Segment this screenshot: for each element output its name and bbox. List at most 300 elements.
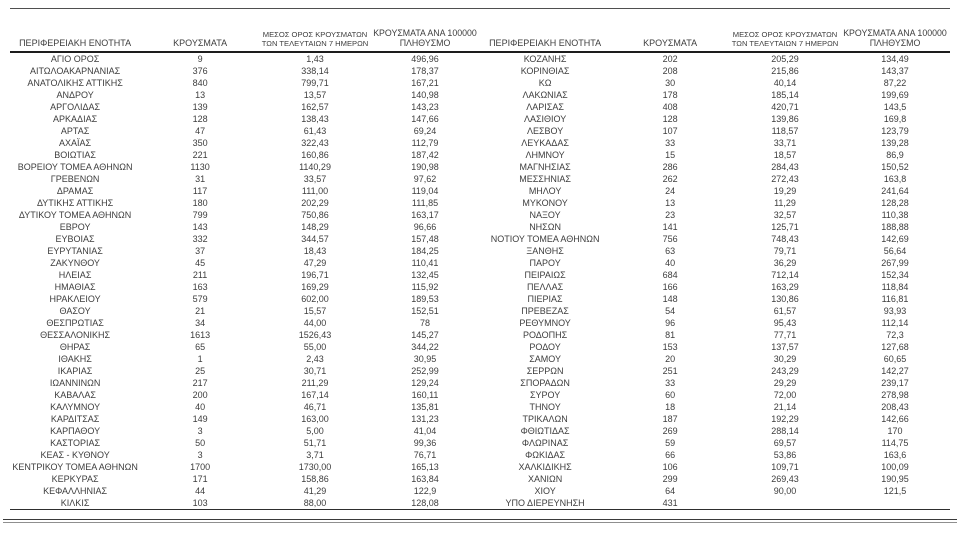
- table-row: [480, 149, 950, 161]
- table-row: [480, 137, 950, 149]
- region-cell: ΞΑΝΘΗΣ: [526, 246, 564, 256]
- avg7-cell: 138,43: [301, 114, 329, 124]
- avg7-cell: 185,14: [771, 90, 799, 100]
- bottom-rule-light: [3, 522, 957, 523]
- cases-cell: 60: [665, 390, 676, 400]
- per100k-cell: 86,9: [886, 150, 904, 160]
- cases-table-right: [480, 20, 950, 510]
- cases-cell: 262: [662, 174, 678, 184]
- avg7-cell: 750,86: [301, 210, 329, 220]
- region-cell: ΙΚΑΡΙΑΣ: [57, 366, 93, 376]
- header-row: [480, 20, 950, 52]
- region-cell: ΔΥΤΙΚΗΣ ΑΤΤΙΚΗΣ: [36, 198, 114, 208]
- header-per100k-line2: ΠΛΗΘΥΣΜΟ: [869, 38, 921, 48]
- avg7-cell: 46,71: [303, 402, 327, 412]
- cases-cell: 40: [665, 258, 676, 268]
- avg7-cell: 18,57: [773, 150, 797, 160]
- table-row: [480, 209, 950, 221]
- cases-cell: 431: [610, 497, 730, 510]
- per100k-cell: 123,79: [881, 126, 909, 136]
- per100k-cell: 41,04: [413, 426, 437, 436]
- table-row: [480, 77, 950, 89]
- region-cell: ΧΑΛΚΙΔΙΚΗΣ: [518, 462, 572, 472]
- cases-cell: 45: [195, 258, 206, 268]
- header-avg7-line2: ΤΩΝ ΤΕΛΕΥΤΑΙΩΝ 7 ΗΜΕΡΩΝ: [731, 39, 839, 48]
- per100k-cell: 267,99: [881, 258, 909, 268]
- per100k-cell: 145,27: [411, 330, 439, 340]
- per100k-cell: 239,17: [881, 378, 909, 388]
- region-cell: ΘΗΡΑΣ: [59, 342, 91, 352]
- table-row: [480, 293, 950, 305]
- cases-cell: 1: [197, 354, 203, 364]
- cases-cell: 579: [192, 294, 208, 304]
- table-row: [480, 65, 950, 77]
- avg7-cell: 205,29: [771, 54, 799, 64]
- cases-cell: 408: [662, 102, 678, 112]
- avg7-cell: 109,71: [771, 462, 799, 472]
- region-cell: ΘΕΣΣΑΛΟΝΙΚΗΣ: [40, 330, 111, 340]
- avg7-cell: 51,71: [303, 438, 327, 448]
- table-row: [480, 245, 950, 257]
- per100k-cell: 96,66: [413, 222, 437, 232]
- per100k-cell: 76,71: [413, 450, 437, 460]
- cases-cell: 3: [197, 426, 203, 436]
- region-cell: ΚΟΡΙΝΘΙΑΣ: [520, 66, 570, 76]
- region-cell: ΝΑΞΟΥ: [529, 210, 561, 220]
- table-row: [10, 221, 480, 233]
- per100k-cell: 160,11: [411, 390, 439, 400]
- cases-cell: 15: [665, 150, 676, 160]
- table-row: [480, 461, 950, 473]
- table-row: [10, 173, 480, 185]
- avg7-cell: 799,71: [301, 78, 329, 88]
- per100k-cell: 100,09: [881, 462, 909, 472]
- avg7-cell: 284,43: [771, 162, 799, 172]
- region-cell: ΙΩΑΝΝΙΝΩΝ: [49, 378, 101, 388]
- avg7-cell: 139,86: [771, 114, 799, 124]
- table-row: [10, 161, 480, 173]
- region-cell: ΑΓΙΟ ΟΡΟΣ: [50, 54, 100, 64]
- per100k-cell: 142,66: [881, 414, 909, 424]
- region-cell: ΚΩ: [538, 78, 552, 88]
- header-per100k-line1: ΚΡΟΥΣΜΑΤΑ ΑΝΑ 100000: [843, 28, 947, 38]
- cases-cell: 66: [665, 450, 676, 460]
- cases-cell: 33: [665, 378, 676, 388]
- avg7-cell: 69,57: [773, 438, 797, 448]
- region-cell: ΑΝΔΡΟΥ: [56, 90, 94, 100]
- avg7-cell: 33,57: [303, 174, 327, 184]
- region-cell: ΕΥΒΟΙΑΣ: [55, 234, 95, 244]
- table-row: [480, 257, 950, 269]
- region-cell: ΙΘΑΚΗΣ: [58, 354, 92, 364]
- table-row: [480, 413, 950, 425]
- region-cell: ΦΘΙΩΤΙΔΑΣ: [520, 426, 570, 436]
- avg7-cell: 211,29: [301, 378, 329, 388]
- table-row: [10, 77, 480, 89]
- cases-cell: 376: [192, 66, 208, 76]
- header-per100k: [840, 20, 950, 52]
- cases-cell: 64: [665, 486, 676, 496]
- region-cell: ΣΑΜΟΥ: [529, 354, 561, 364]
- per100k-cell: 135,81: [411, 402, 439, 412]
- cases-cell: 171: [192, 474, 208, 484]
- per100k-cell: 188,88: [881, 222, 909, 232]
- table-row: [480, 101, 950, 113]
- bottom-rule-dark: [3, 519, 957, 520]
- table-row: [10, 329, 480, 341]
- table-row: [480, 185, 950, 197]
- region-cell: ΧΙΟΥ: [534, 486, 556, 496]
- table-row: [10, 52, 480, 65]
- avg7-cell: 41,29: [303, 486, 327, 496]
- cases-cell: 350: [192, 138, 208, 148]
- table-row: [480, 221, 950, 233]
- per100k-cell: 165,13: [411, 462, 439, 472]
- avg7-cell: 55,00: [303, 342, 327, 352]
- per100k-cell: 128,08: [370, 497, 480, 510]
- table-row: [10, 485, 480, 497]
- avg7-cell: 202,29: [301, 198, 329, 208]
- avg7-cell: 77,71: [773, 330, 797, 340]
- per100k-cell: 127,68: [881, 342, 909, 352]
- table-row: [10, 305, 480, 317]
- avg7-cell: 162,57: [301, 102, 329, 112]
- region-cell: ΒΟΡΕΙΟΥ ΤΟΜΕΑ ΑΘΗΝΩΝ: [17, 162, 133, 172]
- per100k-cell: 163,17: [411, 210, 439, 220]
- header-region-label: ΠΕΡΙΦΕΡΕΙΑΚΗ ΕΝΟΤΗΤΑ: [19, 38, 132, 48]
- region-cell: ΠΕΛΛΑΣ: [527, 282, 564, 292]
- per100k-cell: 78: [419, 318, 430, 328]
- table-row: [480, 389, 950, 401]
- cases-cell: 59: [665, 438, 676, 448]
- region-cell: ΜΥΚΟΝΟΥ: [522, 198, 568, 208]
- per100k-cell: 139,28: [881, 138, 909, 148]
- cases-cell: 221: [192, 150, 208, 160]
- avg7-cell: 15,57: [303, 306, 327, 316]
- cases-cell: 799: [192, 210, 208, 220]
- per100k-cell: 152,34: [881, 270, 909, 280]
- region-cell: ΚΑΡΔΙΤΣΑΣ: [50, 414, 100, 424]
- avg7-cell: 61,43: [303, 126, 327, 136]
- cases-cell: 1130: [190, 162, 210, 172]
- cases-cell: 217: [192, 378, 208, 388]
- per100k-cell: 143,23: [411, 102, 439, 112]
- cases-cell: 21: [195, 306, 206, 316]
- per100k-cell: 112,79: [411, 138, 439, 148]
- cases-cell: 208: [662, 66, 678, 76]
- region-cell: ΧΑΝΙΩΝ: [527, 474, 563, 484]
- per100k-cell: 56,64: [883, 246, 907, 256]
- table-row: [10, 257, 480, 269]
- avg7-cell: 1526,43: [298, 330, 332, 340]
- cases-cell: 153: [662, 342, 678, 352]
- region-cell: ΠΡΕΒΕΖΑΣ: [521, 306, 569, 316]
- region-cell: ΗΛΕΙΑΣ: [58, 270, 92, 280]
- region-cell: ΚΑΡΠΑΘΟΥ: [50, 426, 101, 436]
- per100k-cell: 134,49: [881, 54, 909, 64]
- cases-cell: 149: [192, 414, 208, 424]
- per100k-cell: 150,52: [881, 162, 909, 172]
- avg7-cell: 5,00: [306, 426, 324, 436]
- region-cell: ΒΟΙΩΤΙΑΣ: [54, 150, 96, 160]
- region-cell: ΛΕΥΚΑΔΑΣ: [521, 138, 569, 148]
- per100k-cell: 187,42: [411, 150, 439, 160]
- avg7-cell: 18,43: [303, 246, 327, 256]
- table-row: [10, 185, 480, 197]
- table-row: [10, 401, 480, 413]
- per100k-cell: 99,36: [413, 438, 437, 448]
- region-cell: ΑΙΤΩΛΟΑΚΑΡΝΑΝΙΑΣ: [29, 66, 121, 76]
- avg7-cell: 602,00: [301, 294, 329, 304]
- avg7-cell: 118,57: [771, 126, 799, 136]
- avg7-cell: 30,71: [303, 366, 327, 376]
- region-cell: ΝΗΣΩΝ: [529, 222, 561, 232]
- avg7-cell: 13,57: [303, 90, 327, 100]
- table-row: [480, 269, 950, 281]
- avg7-cell: 125,71: [771, 222, 799, 232]
- header-avg7-line2: ΤΩΝ ΤΕΛΕΥΤΑΙΩΝ 7 ΗΜΕΡΩΝ: [261, 39, 369, 48]
- cases-cell: 1613: [190, 330, 211, 340]
- region-cell: ΕΒΡΟΥ: [59, 222, 91, 232]
- table-row: [480, 365, 950, 377]
- region-cell: ΖΑΚΥΝΘΟΥ: [50, 258, 100, 268]
- per100k-cell: 112,14: [881, 318, 909, 328]
- table-row: [10, 377, 480, 389]
- per100k-cell: 152,51: [411, 306, 439, 316]
- per100k-cell: 142,27: [881, 366, 909, 376]
- per100k-cell: 115,92: [411, 282, 439, 292]
- table-row: [10, 293, 480, 305]
- cases-cell: 96: [665, 318, 676, 328]
- avg7-cell: 47,29: [303, 258, 327, 268]
- cases-cell: 23: [665, 210, 676, 220]
- table-row: [480, 89, 950, 101]
- header-cases: [610, 20, 730, 52]
- cases-cell: 40: [195, 402, 206, 412]
- region-cell: ΑΡΚΑΔΙΑΣ: [53, 114, 98, 124]
- cases-cell: 20: [665, 354, 676, 364]
- table-row: [480, 197, 950, 209]
- region-cell: ΜΑΓΝΗΣΙΑΣ: [519, 162, 571, 172]
- table-row: [480, 473, 950, 485]
- region-cell: ΓΡΕΒΕΝΩΝ: [50, 174, 100, 184]
- table-row: [480, 317, 950, 329]
- cases-cell: 286: [662, 162, 678, 172]
- per100k-cell: 131,23: [411, 414, 439, 424]
- region-cell: ΦΩΚΙΔΑΣ: [525, 450, 566, 460]
- table-row: [10, 317, 480, 329]
- header-region: [10, 20, 140, 52]
- cases-cell: 756: [662, 234, 678, 244]
- per100k-cell: 140,98: [411, 90, 439, 100]
- cases-cell: 128: [662, 114, 678, 124]
- region-cell: ΣΕΡΡΩΝ: [526, 366, 564, 376]
- per100k-cell: 170: [887, 426, 903, 436]
- table-body-right: [480, 52, 950, 510]
- avg7-cell: 30,29: [773, 354, 797, 364]
- avg7-cell: 167,14: [301, 390, 329, 400]
- table-row: [10, 353, 480, 365]
- cases-cell: 187: [662, 414, 678, 424]
- per100k-cell: 169,8: [883, 114, 907, 124]
- region-cell: ΚΟΖΑΝΗΣ: [523, 54, 567, 64]
- per100k-cell: 167,21: [411, 78, 439, 88]
- per100k-cell: 30,95: [413, 354, 437, 364]
- cases-cell: 47: [195, 126, 206, 136]
- avg7-cell: 79,71: [773, 246, 797, 256]
- region-cell: ΚΑΛΥΜΝΟΥ: [50, 402, 101, 412]
- cases-cell: 202: [662, 54, 678, 64]
- per100k-cell: 60,65: [883, 354, 907, 364]
- cases-cell: 18: [665, 402, 676, 412]
- table-row: [480, 305, 950, 317]
- per100k-cell: 163,8: [883, 174, 907, 184]
- per100k-cell: 190,95: [881, 474, 909, 484]
- per100k-cell: 128,28: [881, 198, 909, 208]
- avg7-cell: 36,29: [773, 258, 797, 268]
- region-cell: ΑΡΤΑΣ: [60, 126, 90, 136]
- region-cell: ΡΟΔΟΠΗΣ: [522, 330, 568, 340]
- avg7-cell: 344,57: [301, 234, 329, 244]
- region-cell: ΚΕΝΤΡΙΚΟΥ ΤΟΜΕΑ ΑΘΗΝΩΝ: [12, 462, 138, 472]
- region-cell: ΡΟΔΟΥ: [529, 342, 561, 352]
- avg7-cell: 322,43: [301, 138, 329, 148]
- table-row: [10, 341, 480, 353]
- per100k-cell: 114,75: [881, 438, 909, 448]
- cases-cell: 107: [662, 126, 678, 136]
- avg7-cell: [730, 497, 840, 510]
- per100k-cell: 93,93: [883, 306, 907, 316]
- per100k-cell: 178,37: [411, 66, 439, 76]
- cases-cell: 13: [195, 90, 206, 100]
- table-row: [480, 401, 950, 413]
- per100k-cell: 199,69: [881, 90, 909, 100]
- header-per100k: [370, 20, 480, 52]
- region-cell: ΛΑΡΙΣΑΣ: [526, 102, 564, 112]
- per100k-cell: 143,5: [883, 102, 907, 112]
- cases-cell: 106: [662, 462, 678, 472]
- cases-cell: 13: [665, 198, 676, 208]
- per100k-cell: 116,81: [881, 294, 909, 304]
- avg7-cell: 72,00: [773, 390, 797, 400]
- avg7-cell: 338,14: [301, 66, 329, 76]
- region-cell: ΣΠΟΡΑΔΩΝ: [520, 378, 570, 388]
- avg7-cell: 111,00: [301, 186, 329, 196]
- cases-cell: 148: [662, 294, 678, 304]
- cases-cell: 200: [192, 390, 208, 400]
- avg7-cell: 53,86: [773, 450, 797, 460]
- per100k-cell: 142,69: [881, 234, 909, 244]
- avg7-cell: 196,71: [301, 270, 329, 280]
- avg7-cell: 130,86: [771, 294, 799, 304]
- table-row: [10, 65, 480, 77]
- per100k-cell: 119,04: [411, 186, 439, 196]
- avg7-cell: 29,29: [773, 378, 797, 388]
- per100k-cell: 241,64: [881, 186, 909, 196]
- cases-cell: 37: [195, 246, 206, 256]
- per100k-cell: 121,5: [883, 486, 907, 496]
- per100k-cell: 97,62: [413, 174, 437, 184]
- avg7-cell: 90,00: [773, 486, 797, 496]
- region-cell: ΛΗΜΝΟΥ: [525, 150, 565, 160]
- region-cell: ΠΕΙΡΑΙΩΣ: [524, 270, 566, 280]
- table-row: [480, 52, 950, 65]
- table-row: [10, 149, 480, 161]
- table-row: [480, 377, 950, 389]
- region-cell: ΤΗΝΟΥ: [529, 402, 561, 412]
- header-cases: [140, 20, 260, 52]
- table-row: [10, 197, 480, 209]
- per100k-cell: 110,38: [881, 210, 909, 220]
- avg7-cell: 88,00: [260, 497, 370, 510]
- avg7-cell: 61,57: [773, 306, 797, 316]
- table-row: [10, 425, 480, 437]
- per100k-cell: 157,48: [411, 234, 439, 244]
- table-row: [10, 473, 480, 485]
- table-row: [10, 233, 480, 245]
- region-cell: ΥΠΟ ΔΙΕΡΕΥΝΗΣΗ: [480, 497, 610, 510]
- table-row: [480, 437, 950, 449]
- cases-cell: 299: [662, 474, 678, 484]
- regional-cases-tables: [10, 20, 950, 510]
- table-row: [10, 101, 480, 113]
- header-cases-label: ΚΡΟΥΣΜΑΤΑ: [643, 38, 698, 48]
- cases-table-left: [10, 20, 480, 510]
- region-cell: ΤΡΙΚΑΛΩΝ: [522, 414, 568, 424]
- region-cell: ΚΙΛΚΙΣ: [10, 497, 140, 510]
- per100k-cell: 110,41: [411, 258, 439, 268]
- avg7-cell: 420,71: [771, 102, 799, 112]
- region-cell: ΑΝΑΤΟΛΙΚΗΣ ΑΤΤΙΚΗΣ: [27, 78, 123, 88]
- table-row: [480, 173, 950, 185]
- table-row: [10, 209, 480, 221]
- per100k-cell: 122,9: [413, 486, 437, 496]
- avg7-cell: 163,00: [301, 414, 329, 424]
- per100k-cell: [840, 497, 950, 510]
- header-cases-label: ΚΡΟΥΣΜΑΤΑ: [173, 38, 228, 48]
- region-cell: ΣΥΡΟΥ: [529, 390, 561, 400]
- table-row: [480, 113, 950, 125]
- region-cell: ΗΡΑΚΛΕΙΟΥ: [49, 294, 101, 304]
- cases-cell: 166: [662, 282, 678, 292]
- table-row: [10, 365, 480, 377]
- per100k-cell: 118,84: [881, 282, 909, 292]
- table-body-left: [10, 52, 480, 510]
- header-avg7-line1: ΜΕΣΟΣ ΟΡΟΣ ΚΡΟΥΣΜΑΤΩΝ: [732, 30, 838, 39]
- cases-cell: 3: [197, 450, 203, 460]
- cases-cell: 180: [192, 198, 208, 208]
- cases-cell: 33: [665, 138, 676, 148]
- table-row: [480, 281, 950, 293]
- avg7-cell: 158,86: [301, 474, 329, 484]
- region-cell: ΛΑΚΩΝΙΑΣ: [522, 90, 568, 100]
- avg7-cell: 148,29: [301, 222, 329, 232]
- header-per100k-line1: ΚΡΟΥΣΜΑΤΑ ΑΝΑ 100000: [373, 28, 477, 38]
- cases-cell: 54: [665, 306, 676, 316]
- region-cell: ΔΡΑΜΑΣ: [56, 186, 94, 196]
- cases-cell: 103: [140, 497, 260, 510]
- header-per100k-line2: ΠΛΗΘΥΣΜΟ: [399, 38, 451, 48]
- per100k-cell: 87,22: [883, 78, 907, 88]
- cases-cell: 128: [192, 114, 208, 124]
- cases-cell: 251: [662, 366, 678, 376]
- avg7-cell: 712,14: [771, 270, 799, 280]
- cases-cell: 684: [662, 270, 678, 280]
- cases-cell: 840: [192, 78, 208, 88]
- region-cell: ΚΕΑΣ - ΚΥΘΝΟΥ: [40, 450, 110, 460]
- per100k-cell: 496,96: [411, 54, 439, 64]
- region-cell: ΛΕΣΒΟΥ: [526, 126, 564, 136]
